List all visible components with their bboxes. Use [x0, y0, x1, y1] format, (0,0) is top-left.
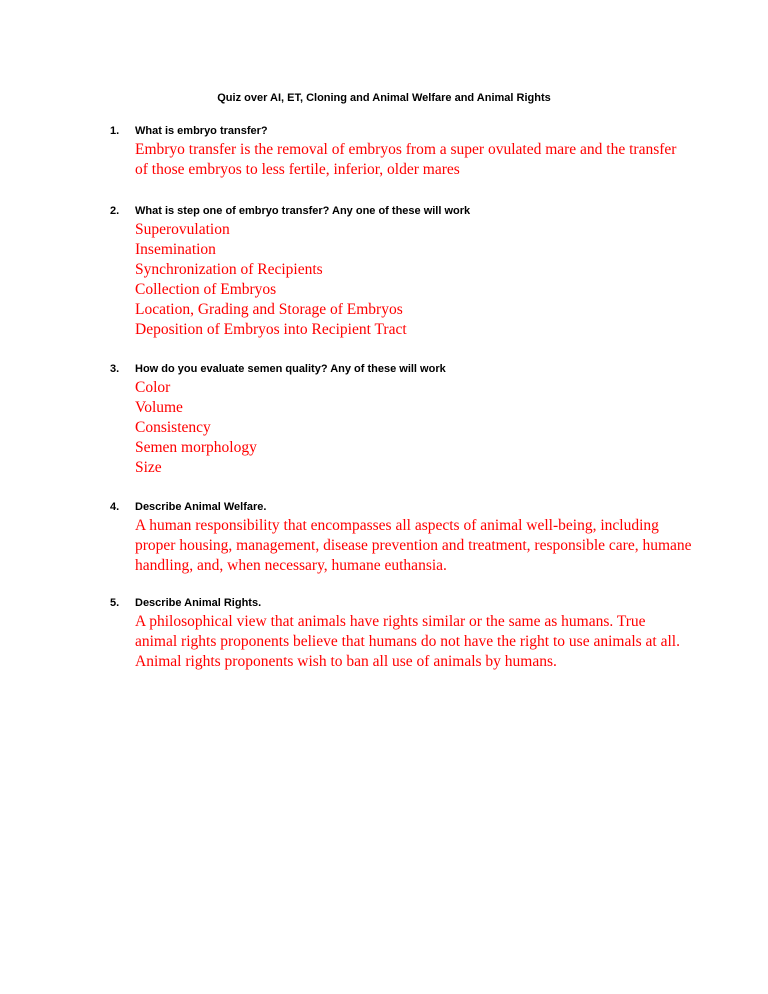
answer-line: Insemination [135, 241, 216, 258]
answer-line: Volume [135, 399, 183, 416]
question-text: Describe Animal Rights. [135, 597, 262, 609]
question-number: 1. [110, 125, 120, 137]
question-4 [110, 500, 710, 514]
answer-line: Collection of Embryos [135, 281, 277, 298]
answer-line: Animal rights proponents wish to ban all use of animals by humans. [135, 653, 557, 670]
question-5 [110, 596, 710, 610]
question-number: 2. [110, 205, 120, 217]
answer-line: A philosophical view that animals have rights similar or the same as humans. True [135, 613, 646, 630]
question-block-2 [110, 204, 710, 340]
question-text: Describe Animal Welfare. [135, 501, 267, 513]
answer-3 [135, 378, 710, 478]
answer-line: Consistency [135, 419, 211, 436]
answer-line: Embryo transfer is the removal of embryos from a super ovulated mare and the transfer [135, 141, 677, 158]
question-number: 4. [110, 501, 120, 513]
answer-line: animal rights proponents believe that humans do not have the right to use animals at all. [135, 633, 680, 650]
question-1 [110, 124, 710, 138]
page-title: Quiz over AI, ET, Cloning and Animal Welfare and Animal Rights [217, 92, 551, 104]
question-2 [110, 204, 710, 218]
question-block-1 [110, 124, 710, 180]
answer-line: Semen morphology [135, 439, 257, 456]
answer-line: Synchronization of Recipients [135, 261, 323, 278]
answer-line: Superovulation [135, 221, 230, 238]
answer-1 [135, 140, 710, 180]
answer-line: proper housing, management, disease prevention and treatment, responsible care, humane [135, 537, 692, 554]
answer-4 [135, 516, 710, 576]
answer-line: Color [135, 379, 171, 396]
question-text: What is embryo transfer? [135, 125, 268, 137]
answer-5 [135, 612, 710, 672]
question-text: How do you evaluate semen quality? Any of these will work [135, 363, 446, 375]
question-3 [110, 362, 710, 376]
question-block-5 [110, 596, 710, 672]
answer-2 [135, 220, 710, 340]
question-block-3 [110, 362, 710, 478]
answer-line: Size [135, 459, 162, 476]
question-number: 3. [110, 363, 120, 375]
answer-line: of those embryos to less fertile, inferior, older mares [135, 161, 460, 178]
answer-line: handling, and, when necessary, humane euthansia. [135, 557, 447, 574]
question-number: 5. [110, 597, 120, 609]
question-block-4 [110, 500, 710, 576]
answer-line: A human responsibility that encompasses all aspects of animal well-being, including [135, 517, 659, 534]
question-text: What is step one of embryo transfer? Any one of these will work [135, 205, 471, 217]
answer-line: Location, Grading and Storage of Embryos [135, 301, 403, 318]
answer-line: Deposition of Embryos into Recipient Tract [135, 321, 407, 338]
